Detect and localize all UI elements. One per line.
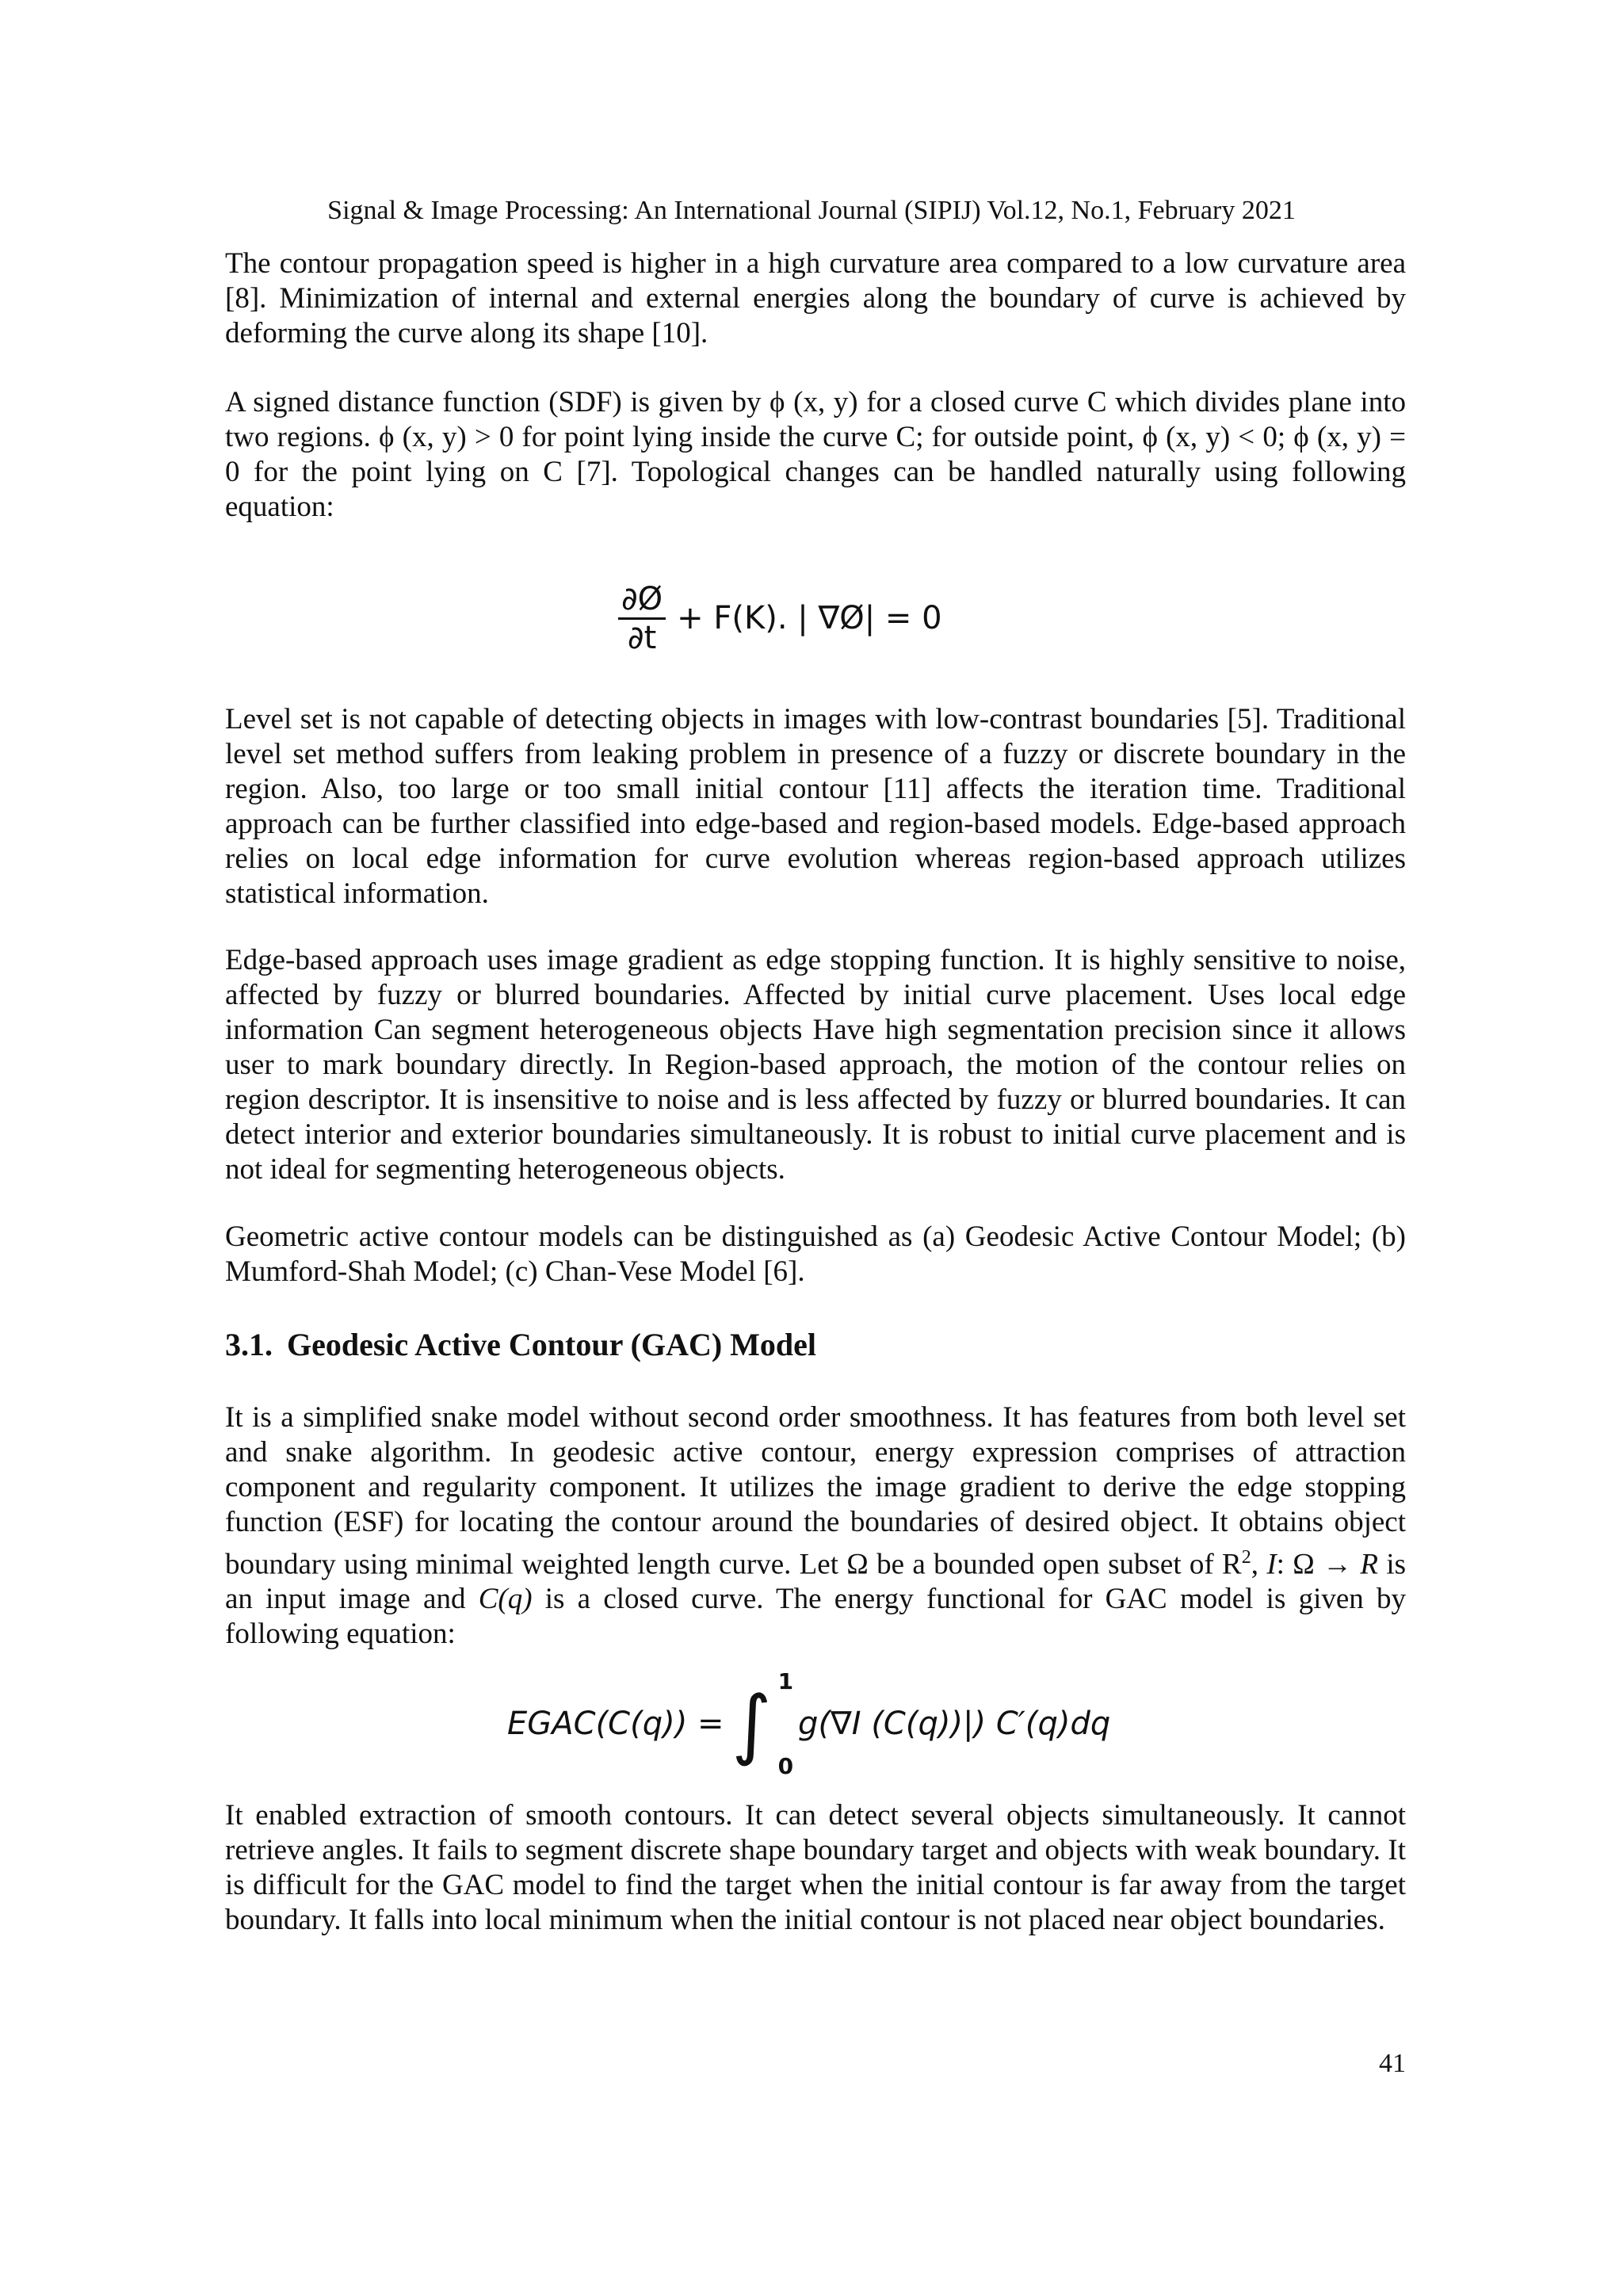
paragraph-contour-speed: The contour propagation speed is higher in a high curvature area compared to a low curvature area [8]. Minimization of internal and external energies along the boundary of curve is achieved by deforming the curve along its shape [10]. bbox=[225, 247, 1406, 350]
paragraph-edge-region: Edge-based approach uses image gradient as edge stopping function. It is highly sensitive to noise, affected by fuzzy or blurred boundaries. Affected by initial curve placement. Uses local edge information Can segment heterogeneous objects Have high segmentation precision since it allows user to mark boundary directly. In Region-based approach, the motion of the contour relies on region descriptor. It is insensitive to noise and is less affected by fuzzy or blurred boundaries. It can detect interior and exterior boundaries simultaneously. It is robust to initial curve placement and is not ideal for segmenting heterogeneous objects. bbox=[225, 944, 1406, 1186]
paragraph-geometric-models: Geometric active contour models can be distinguished as (a) Geodesic Active Contour Model; (b) Mumford-Shah Model; (c) Chan-Vese Model [6]. bbox=[225, 1221, 1406, 1288]
running-header: Signal & Image Processing: An International Journal (SIPIJ) Vol.12, No.1, February 2021 bbox=[327, 196, 1296, 225]
partial-derivative-fraction bbox=[618, 581, 666, 656]
integral-upper-limit: 1 bbox=[777, 1668, 794, 1694]
equation-lhs: EGAC(C(q)) = bbox=[507, 1706, 724, 1742]
integral-sign: ∫ bbox=[731, 1679, 772, 1768]
page-number: 41 bbox=[1379, 2049, 1406, 2078]
paragraph-gac-properties: It enabled extraction of smooth contours. It can detect several objects simultaneously. It cannot retrieve angles. It fails to segment discrete shape boundary target and objects with weak boundary. It is difficult for the GAC model to find the target when the initial contour is far away from the target boundary. It falls into local minimum when the initial contour is not placed near object boundaries. bbox=[225, 1799, 1406, 1936]
integral-limits bbox=[778, 1668, 793, 1779]
equation-rhs: g(∇I (C(q))|) C′(q)dq bbox=[798, 1706, 1111, 1742]
paragraph-sdf: A signed distance function (SDF) is given by ϕ (x, y) for a closed curve C which divides plane into two regions. ϕ (x, y) > 0 for point lying inside the curve C; for outside point, ϕ (x, y) < 0; ϕ (x, y) = 0 for the point lying on C [7]. Topological changes can be handled naturally using following equation: bbox=[225, 386, 1406, 523]
integral-lower-limit: 0 bbox=[777, 1753, 794, 1779]
paragraph-gac-description: It is a simplified snake model without second order smoothness. It has features from both level set and snake algorithm. In geodesic active contour, energy expression comprises of attraction component and regularity component. It utilizes the image gradient to derive the edge stopping function (ESF) for locating the contour around the boundaries of desired object. It obtains object boundary using minimal weighted length curve. Let Ω be a bounded open subset of $R^2$, I: Ω → R is an input image and C(q) is a closed curve. The energy functional for GAC model is given by following equation: bbox=[225, 1401, 1407, 1651]
section-heading bbox=[225, 1326, 816, 1364]
fraction-denominator: ∂t bbox=[627, 619, 657, 656]
section-title: Geodesic Active Contour (GAC) Model bbox=[287, 1327, 817, 1362]
level-set-equation bbox=[618, 571, 942, 666]
section-number: 3.1. bbox=[225, 1327, 273, 1362]
paragraph-level-set-limits: Level set is not capable of detecting objects in images with low-contrast boundaries [5]. Traditional level set method suffers from leaking problem in presence of a fuzzy or discrete boundary in the region. Also, too large or too small initial contour [11] affects the iteration time. Traditional approach can be further classified into edge-based and region-based models. Edge-based approach relies on local edge information for curve evolution whereas region-based approach utilizes statistical information. bbox=[225, 703, 1406, 910]
gac-energy-equation bbox=[507, 1664, 1110, 1783]
fraction-numerator: ∂Ø bbox=[621, 580, 663, 617]
equation-remainder: + F(K). | ∇Ø| = 0 bbox=[677, 600, 942, 636]
